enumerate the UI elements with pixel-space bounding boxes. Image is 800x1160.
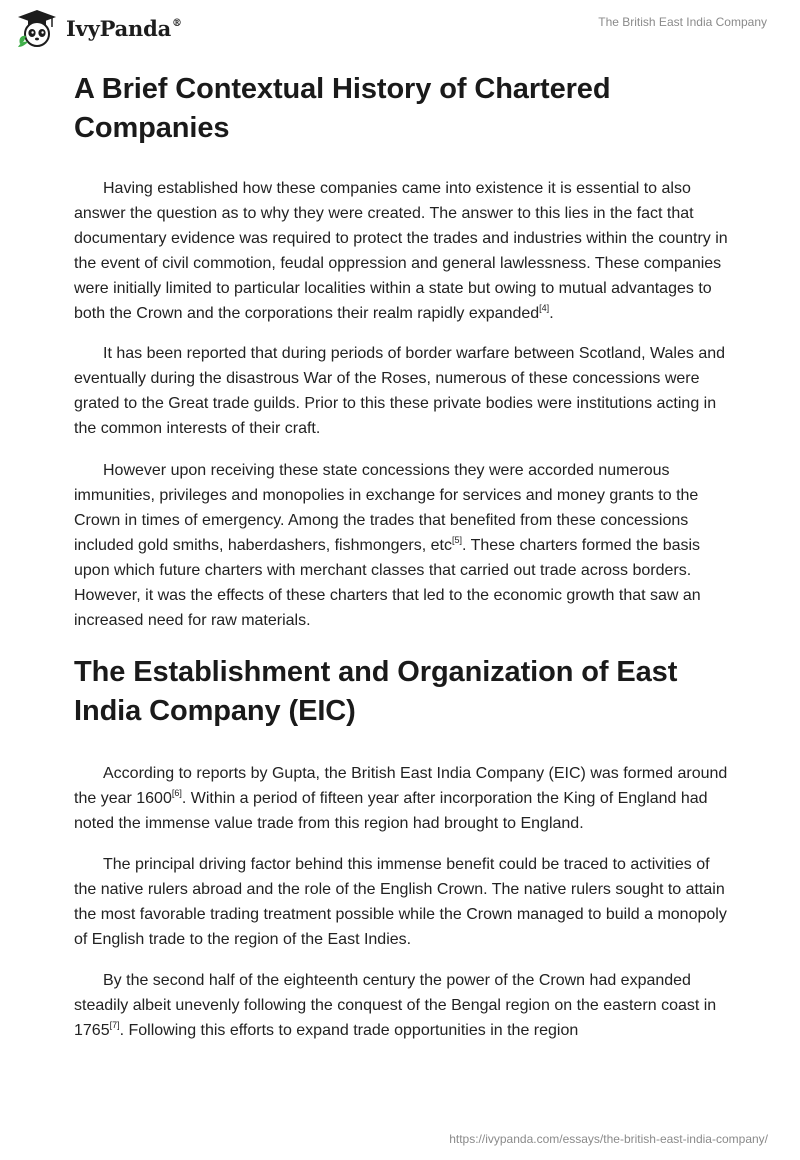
section-heading-chartered-companies: A Brief Contextual History of Chartered Companies <box>74 73 611 144</box>
citation-ref[interactable]: [7] <box>109 1020 120 1030</box>
brand-name: IvyPanda® <box>66 15 182 41</box>
paragraph: Having established how these companies came into existence it is essential to also answer the question as to why they were created. The answer to this lies in the fact that documentary evidence was required to protect the trades and industries within the country in the event of civil commotion, feudal oppression and general lawlessness. These companies were initially limited to particular localities within a state but owing to mutual advantages to both the Crown and the corporations their realm rapidly expanded[4]. <box>74 180 728 322</box>
paragraph: According to reports by Gupta, the British East India Company (EIC) was formed around the year 1600[6]. Within a period of fifteen year after incorporation the King of England had noted the immense value trade from this region had brought to England. <box>74 765 728 832</box>
ivypanda-logo[interactable] <box>14 8 182 48</box>
section-heading-eic-establishment: The Establishment and Organization of East India Company (EIC) <box>74 656 678 727</box>
citation-ref[interactable]: [5] <box>451 535 462 545</box>
paragraph: The principal driving factor behind this immense benefit could be traced to activities of the native rulers abroad and the role of the English Crown. The native rulers sought to attain the most favorable trading treatment possible while the Crown managed to build a monopoly of English trade to the region of the East Indies. <box>74 856 727 948</box>
paragraph: However upon receiving these state concessions they were accorded numerous immunities, privileges and monopolies in exchange for services and money grants to the Crown in times of emergency. Among the trades that benefited from these concessions included gold smiths, haberdashers, fishmongers, etc[5]. These charters formed the basis upon which future charters with merchant classes that carried out trade across borders. However, it was the effects of these charters that led to the economic growth that saw an increased need for raw materials. <box>74 462 701 629</box>
article-body <box>74 70 734 1043</box>
paragraph: It has been reported that during periods of border warfare between Scotland, Wales and eventually during the disastrous War of the Roses, numerous of these concessions were grated to the Great trade guilds. Prior to this these private bodies were institutions acting in the common interests of their craft. <box>74 345 726 437</box>
page-header <box>0 0 800 52</box>
citation-ref[interactable]: [4] <box>539 303 550 313</box>
panda-graduate-icon <box>14 8 60 48</box>
citation-ref[interactable]: [6] <box>171 788 182 798</box>
source-url[interactable]: https://ivypanda.com/essays/the-british-east-india-company/ <box>449 1132 768 1146</box>
paragraph: By the second half of the eighteenth century the power of the Crown had expanded steadily albeit unevenly following the conquest of the Bengal region on the eastern coast in 1765[7]. Following this efforts to expand trade opportunities in the region <box>74 972 717 1039</box>
document-title: The British East India Company <box>598 15 767 29</box>
